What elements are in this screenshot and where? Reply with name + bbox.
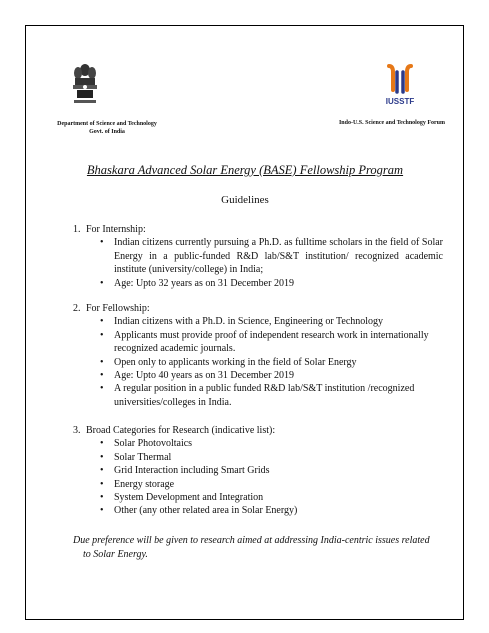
dst-org-line2: Govt. of India (89, 129, 125, 135)
section-heading: For Internship: (86, 224, 146, 235)
list-item: • Age: Upto 32 years as on 31 December 2019 (100, 277, 443, 290)
section-fellowship (73, 302, 443, 409)
section-number: 1. (73, 224, 81, 235)
section-number: 3. (73, 425, 81, 436)
list-item: • Applicants must provide proof of independent research work in internationally recognized academic journals. (100, 329, 443, 356)
section-internship (73, 223, 443, 290)
preference-note (73, 534, 433, 561)
dst-org-line1: Department of Science and Technology (57, 121, 157, 127)
iusstf-logo-text: IUSSTF (385, 97, 415, 106)
list-item: • Indian citizens currently pursuing a Ph.D. as fulltime scholars in the field of Solar Energy in a public-funded R&D lab/S&T institution/ recognized academic institute (university/college) in India; (100, 236, 443, 276)
note-line2: to Solar Energy. (83, 548, 148, 560)
dst-org-name (47, 120, 167, 136)
section-research-categories (73, 424, 443, 518)
list-item: • A regular position in a public funded R&D lab/S&T institution /recognized universities/colleges in India. (100, 382, 443, 409)
list-item: • Indian citizens with a Ph.D. in Science, Engineering or Technology (100, 315, 443, 328)
page-title: Bhaskara Advanced Solar Energy (BASE) Fellowship Program (86, 163, 404, 177)
list-item: • Grid Interaction including Smart Grids (100, 464, 443, 477)
list-item: • Solar Thermal (100, 451, 443, 464)
iusstf-org-name: Indo-U.S. Science and Technology Forum (338, 120, 445, 126)
list-item: • Solar Photovoltaics (100, 437, 443, 450)
list-item: • Open only to applicants working in the field of Solar Energy (100, 356, 443, 369)
section-heading: For Fellowship: (86, 303, 150, 314)
section-heading: Broad Categories for Research (indicative list): (86, 425, 276, 436)
list-item: • Age: Upto 40 years as on 31 December 2019 (100, 369, 443, 382)
list-item: • Other (any other related area in Solar Energy) (100, 504, 443, 517)
list-item: • System Development and Integration (100, 491, 443, 504)
guidelines-heading: Guidelines (221, 194, 269, 206)
national-emblem-logo (69, 63, 101, 109)
note-line1: Due preference will be given to research aimed at addressing India-centric issues related (73, 535, 430, 546)
section-number: 2. (73, 303, 81, 314)
iusstf-logo (381, 64, 419, 110)
list-item: • Energy storage (100, 478, 443, 491)
